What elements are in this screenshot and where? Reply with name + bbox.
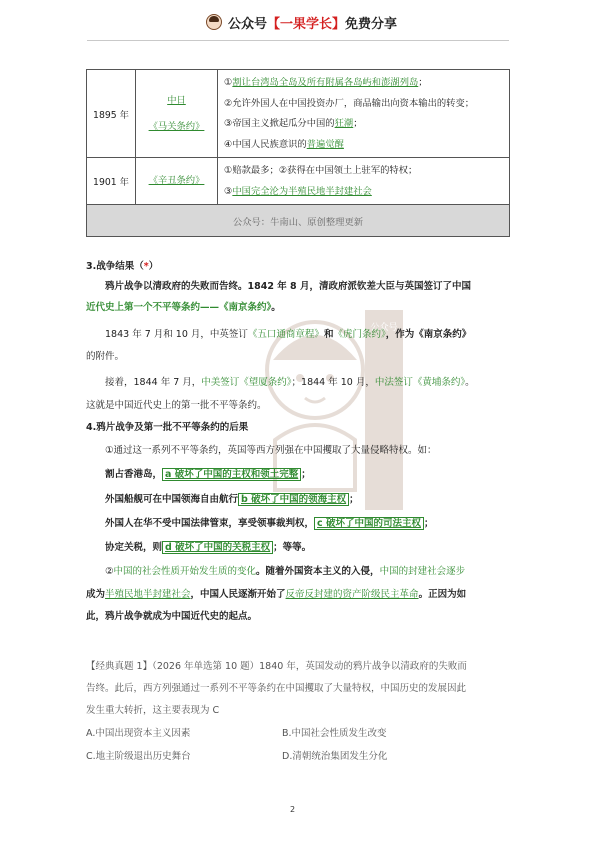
paragraph: 1843 年 7 月和 10 月，中英签订《五口通商章程》和《虎门条约》，作为《南京条约》 [105,329,472,340]
page-header [0,0,596,40]
year-cell: 1901 年 [87,158,136,205]
option-c: C.地主阶级退出历史舞台 [86,751,191,762]
option-b: B.中国社会性质发生改变 [282,728,387,739]
paragraph: 近代史上第一个不平等条约——《南京条约》。 [86,302,281,313]
list-item: ③中国完全沦为半殖民地半封建社会 [224,185,372,197]
header-brand [206,12,397,32]
option-d: D.清朝统治集团发生分化 [282,751,388,762]
list-item: ③帝国主义掀起瓜分中国的狂潮； [224,118,363,129]
table-footer: 公众号：牛南山、原创整理更新 [87,205,510,237]
page-number: 2 [290,805,296,814]
list-item: ①赔款最多；②获得在中国领土上驻军的特权； [224,165,418,176]
list-item: 外国人在华不受中国法律管束，享受领事裁判权， c 破坏了中国的司法主权 ； [105,518,434,529]
exam-question-line: 发生重大转折，这主要表现为 C [86,705,220,716]
paragraph: 的附件。 [86,351,125,362]
svg-text:公众号: 公众号 [370,323,398,333]
treaty-cell: 中日 《马关条约》 [136,70,218,158]
paragraph: 此，鸦片战争就成为中国近代史的起点。 [86,611,258,622]
paragraph: 鸦片战争以清政府的失败而告终。1842 年 8 月，清政府派钦差大臣与英国签订了中国 [105,281,471,292]
header-title: 公众号【一果学长】免费分享 [228,16,398,32]
exam-question-line: 告终。此后，西方列强通过一系列不平等条约在中国攫取了大量特权，中国历史的发展因此 [86,683,467,694]
treaty-table [86,69,510,237]
paragraph: 接着，1844 年 7 月，中美签订《望厦条约》；1844 年 10 月，中法签订《黄埔条约》。 [105,377,475,388]
paragraph: ①通过这一系列不平等条约，英国等西方列强在中国攫取了大量侵略特权。如： [105,445,437,456]
list-item: 外国船舰可在中国领海自由航行 b 破坏了中国的领海主权 ； [105,494,359,505]
table-row [87,158,510,205]
table-row [87,70,510,158]
option-a: A.中国出现资本主义因素 [86,728,191,739]
avatar-icon [206,14,222,30]
paragraph: 成为半殖民地半封建社会，中国人民逐渐开始了反帝反封建的资产阶级民主革命。正因为如 [86,589,467,600]
section-heading-3: 3.战争结果（*） [86,261,159,272]
exam-question-line: 【经典真题 1】（2026 年单选第 10 题）1840 年，英国发动的鸦片战争以清政府的失败而 [86,661,467,672]
points-cell [218,158,510,205]
list-item: ②允许外国人在中国投资办厂，商品输出向资本输出的转变； [224,97,475,109]
list-item: 割占香港岛， a 破坏了中国的主权和领土完整 ； [105,469,311,480]
points-cell [218,70,510,158]
paragraph: ②中国的社会性质开始发生质的变化。随着外国资本主义的入侵，中国的封建社会逐步 [105,566,466,577]
table-footer-row [87,205,510,237]
list-item: ①割让台湾岛全岛及所有附属各岛屿和澎湖列岛； [224,77,428,88]
paragraph: 这就是中国近代史上的第一批不平等条约。 [86,400,267,411]
list-item: ④中国人民族意识的普遍觉醒 [224,138,344,150]
list-item: 协定关税，则 d 破坏了中国的关税主权 ；等等。 [105,542,312,553]
treaty-cell: 《辛丑条约》 [136,158,218,205]
section-heading-4: 4.鸦片战争及第一批不平等条约的后果 [86,422,249,433]
header-divider [87,40,509,41]
year-cell: 1895 年 [87,70,136,158]
